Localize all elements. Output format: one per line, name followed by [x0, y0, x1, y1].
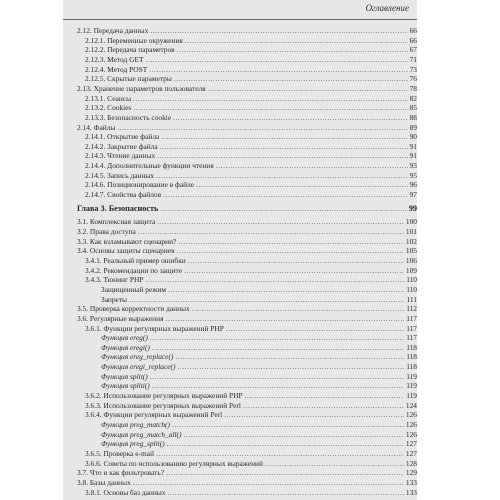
toc-dot-leader [178, 237, 404, 247]
toc-entry-page: 126 [405, 410, 417, 420]
header-title: Оглавление [365, 3, 409, 13]
toc-entry-label: 2.12.1. Переменные окружения [85, 35, 183, 45]
toc-dot-leader [208, 84, 408, 94]
toc-entry-label: Функция split() [101, 371, 148, 381]
toc-entry-label: 2.14. Файлы [77, 122, 116, 132]
toc-dot-leader [146, 55, 408, 65]
toc-dot-leader [138, 227, 404, 237]
toc-dot-leader [166, 314, 405, 324]
toc-entry [77, 391, 417, 401]
toc-entry-page: 91 [409, 151, 417, 161]
toc-entry [77, 142, 417, 152]
toc-entry-label: Функция preg_match_all() [101, 429, 182, 439]
toc-entry-label: 2.12.4. Метод POST [85, 64, 148, 74]
toc-entry-label: 3.8.1. Основы баз данных [85, 487, 166, 497]
toc-entry-label: 2.13. Хранение параметров пользователя [77, 83, 206, 93]
toc-entry-label: 3.6.1. Функции регулярных выражений PHP [85, 323, 224, 333]
toc-entry [77, 36, 417, 46]
toc-entry-page: 126 [405, 420, 417, 429]
toc-dot-leader [188, 256, 404, 266]
toc-entry-page: 111 [406, 294, 417, 304]
toc-dot-leader [157, 217, 404, 227]
toc-entry-label: 2.14.3. Чтение данных [85, 151, 156, 161]
toc-entry-label: Функция eregi() [101, 342, 150, 352]
toc-entry-label: 2.13.1. Сеансы [85, 93, 132, 103]
toc-dot-leader [166, 468, 404, 478]
toc-entry-page: 106 [405, 255, 417, 265]
toc-dot-leader [173, 113, 407, 123]
toc-entry [77, 227, 417, 237]
toc-entry-label: 3.6.3. Использование регулярных выражений Perl [85, 400, 241, 410]
toc-entry-page: 127 [405, 448, 417, 458]
toc-entry [77, 439, 417, 449]
toc-entry-page: 73 [409, 64, 417, 74]
toc-entry-label: 2.14.6. Позиционирование в файле [85, 180, 195, 190]
toc-entry [77, 410, 417, 420]
toc-entry-page: 85 [409, 103, 417, 113]
toc-dot-leader [216, 161, 408, 171]
toc-dot-leader [245, 391, 405, 401]
toc-entry-label: 3.2. Права доступа [77, 227, 136, 236]
toc-entry-label: Функция ereg() [101, 333, 148, 343]
toc-entry [77, 180, 417, 190]
toc-entry-page: 127 [405, 439, 417, 449]
toc-dot-leader [156, 449, 404, 459]
toc-entry [77, 275, 417, 285]
toc-entry-label: 3.4. Основы защиты сценариев [77, 246, 175, 256]
toc-entry [77, 103, 417, 113]
toc-entry [77, 324, 417, 334]
toc-entry-label: 3.6.5. Проверка e-mail [85, 448, 155, 458]
toc-dot-leader [150, 372, 405, 382]
toc-dot-leader [183, 430, 403, 440]
toc-entry [77, 333, 417, 343]
toc-entry-page: 117 [406, 313, 417, 323]
toc-dot-leader [224, 410, 404, 420]
toc-entry-label: Защищенный режим [101, 284, 166, 294]
toc-entry-label: 3.5. Проверка корректности данных [77, 304, 190, 314]
toc-entry-label: 2.13.3. Безопасность cookie [85, 112, 172, 122]
toc-entry-page: 99 [408, 203, 417, 213]
page-header [63, 0, 417, 20]
toc-entry-page: 124 [405, 400, 417, 410]
toc-entry [77, 74, 417, 84]
toc-entry-page: 78 [409, 83, 417, 93]
toc-dot-leader [167, 439, 404, 449]
toc-entry-label: 2.12.3. Метод GET [85, 54, 144, 64]
toc-dot-leader [157, 151, 407, 161]
toc-entry-page: 66 [409, 26, 417, 35]
toc-entry-label: 2.12.5. Скрытые параметры [85, 74, 172, 84]
toc-dot-leader [172, 420, 404, 430]
toc-entry-page: 110 [406, 284, 417, 294]
toc-dot-leader [152, 343, 404, 353]
toc-entry-page: 102 [405, 236, 417, 246]
toc-dot-leader [226, 324, 404, 334]
toc-dot-leader [175, 352, 404, 362]
toc-entry-page: 82 [409, 93, 417, 103]
toc-entry [77, 362, 417, 372]
toc-dot-leader [117, 123, 407, 133]
toc-dot-leader [133, 94, 408, 104]
toc-dot-leader [265, 459, 404, 469]
toc-entry-page: 93 [409, 161, 417, 171]
toc-entry-page: 119 [406, 391, 417, 401]
toc-dot-leader [184, 266, 404, 276]
toc-entry-label: 3.6.6. Советы по использованию регулярных выражений [85, 458, 263, 468]
toc-entry-label: Запреты [101, 294, 128, 304]
toc-entry-page: 133 [405, 477, 417, 487]
toc-entry [77, 381, 417, 391]
toc-entry-label: 3.8. Базы данных [77, 477, 131, 487]
toc-dot-leader [192, 304, 404, 314]
toc-entry [77, 449, 417, 459]
toc-chapter-entry [77, 204, 417, 214]
toc-entry [77, 468, 417, 478]
toc-entry-label: 3.4.2. Рекомендации по защите [85, 265, 183, 275]
toc-entry [77, 256, 417, 266]
toc-entry-label: Глава 3. Безопасность [77, 203, 159, 213]
toc-entry [77, 459, 417, 469]
toc-entry-page: 97 [409, 190, 417, 200]
toc-entry-page: 126 [405, 429, 417, 439]
toc-entry-page: 118 [406, 352, 417, 362]
toc-entry-page: 91 [409, 141, 417, 151]
toc-entry [77, 478, 417, 488]
toc-entry-page: 117 [406, 323, 417, 333]
toc-entry-page: 112 [406, 304, 417, 314]
toc-entry-page: 133 [405, 487, 417, 497]
toc-dot-leader [174, 74, 408, 84]
toc-entry-label: Функция ereg_replace() [101, 352, 174, 362]
toc-dot-leader [163, 190, 407, 200]
toc-entry-label: 2.14.5. Запись данных [85, 170, 155, 180]
toc-entry-label: Функция preg_split() [101, 439, 165, 449]
toc-entry [77, 295, 417, 305]
book-page [63, 0, 417, 500]
toc-entry-page: 71 [409, 54, 417, 64]
toc-dot-leader [177, 45, 408, 55]
toc-entry-page: 119 [406, 381, 417, 391]
toc-entry [77, 65, 417, 75]
toc-dot-leader [168, 285, 404, 295]
toc-dot-leader [133, 478, 404, 488]
toc-entry-page: 109 [405, 265, 417, 275]
toc-dot-leader [160, 142, 408, 152]
toc-entry-page: 96 [409, 180, 417, 190]
toc-entry-label: 3.6.2. Использование регулярных выражений PHP [85, 391, 243, 401]
toc-entry-label: 2.13.2. Cookies [85, 103, 132, 113]
toc-entry-label: 3.7. Что и как фильтровать? [77, 468, 165, 478]
toc-entry [77, 304, 417, 314]
toc-entry-page: 100 [405, 217, 417, 227]
toc-entry [77, 343, 417, 353]
toc-entry-page: 110 [406, 275, 417, 285]
toc-dot-leader [161, 132, 407, 142]
toc-entry [77, 151, 417, 161]
toc-entry-label: 2.14.4. Дополнительные функции чтения [85, 161, 214, 171]
toc-entry-label: 3.3. Как взламывают сценарии? [77, 236, 177, 246]
toc-dot-leader [150, 333, 404, 343]
toc-dot-leader [167, 488, 403, 498]
toc-entry [77, 266, 417, 276]
toc-entry-page: 95 [409, 170, 417, 180]
toc-dot-leader [149, 65, 407, 75]
toc-entry [77, 401, 417, 411]
toc-entry [77, 94, 417, 104]
toc-entry [77, 190, 417, 200]
toc-entry [77, 372, 417, 382]
toc-entry-page: 129 [405, 468, 417, 478]
toc-dot-leader [156, 171, 408, 181]
toc-entry-label: 2.14.1. Открытие файла [85, 132, 160, 142]
toc-entry [77, 488, 417, 498]
toc-entry [77, 314, 417, 324]
toc-entry-page: 119 [406, 371, 417, 381]
toc-entry-page: 105 [405, 246, 417, 256]
toc-entry-label: Функция eregi_replace() [101, 362, 176, 372]
toc-entry-label: Функция spliti() [101, 381, 150, 391]
toc-entry-label: 2.12. Передача данных [77, 26, 149, 35]
toc-dot-leader [177, 246, 404, 256]
toc-entry-page: 76 [409, 74, 417, 84]
toc-entry [77, 352, 417, 362]
toc-entry-label: 2.14.2. Закрытие файла [85, 141, 158, 151]
toc-entry [77, 171, 417, 181]
toc-entry-label: 2.14.7. Свойства файлов [85, 190, 162, 200]
toc-entry [77, 26, 417, 36]
toc-entry-label: 3.6.4. Функции регулярных выражений Perl [85, 410, 223, 420]
toc-entry-label: 3.4.1. Реальный пример ошибки [85, 255, 186, 265]
toc-entry-page: 118 [406, 362, 417, 372]
toc-dot-leader [243, 401, 404, 411]
toc-entry-label: Функция preg_match() [101, 420, 170, 429]
toc-entry-page: 128 [405, 458, 417, 468]
toc-entry-page: 88 [409, 112, 417, 122]
toc-entry-page: 90 [409, 132, 417, 142]
toc-entry [77, 123, 417, 133]
toc-entry-page: 89 [409, 122, 417, 132]
toc-entry [77, 237, 417, 247]
toc-dot-leader [145, 275, 404, 285]
toc-entry [77, 217, 417, 227]
toc-entry-label: 2.12.2. Передача параметров [85, 45, 175, 55]
toc-entry [77, 430, 417, 440]
toc-entry [77, 113, 417, 123]
toc-entry-label: 3.6. Регулярные выражения [77, 313, 164, 323]
toc-entry [77, 45, 417, 55]
toc-entry-page: 66 [409, 35, 417, 45]
toc-entry-page: 67 [409, 45, 417, 55]
toc-entry-page: 101 [405, 227, 417, 236]
toc-entry [77, 285, 417, 295]
toc-entry-label: 3.1. Комплексная защита [77, 217, 156, 227]
toc-entry-label: 3.4.3. Тюнинг PHP [85, 275, 144, 285]
toc-dot-leader [185, 36, 408, 46]
toc-dot-leader [160, 204, 406, 214]
toc-entry [77, 161, 417, 171]
toc-dot-leader [150, 26, 407, 36]
toc-entry [77, 420, 417, 430]
toc-entry [77, 55, 417, 65]
toc-dot-leader [177, 362, 404, 372]
toc-dot-leader [196, 180, 408, 190]
toc-dot-leader [133, 103, 407, 113]
toc-dot-leader [152, 381, 404, 391]
toc-entry-page: 118 [406, 342, 417, 352]
toc-entry [77, 132, 417, 142]
toc-entry [77, 84, 417, 94]
toc-entry [77, 246, 417, 256]
toc-dot-leader [129, 295, 404, 305]
toc-entry-page: 117 [406, 333, 417, 343]
